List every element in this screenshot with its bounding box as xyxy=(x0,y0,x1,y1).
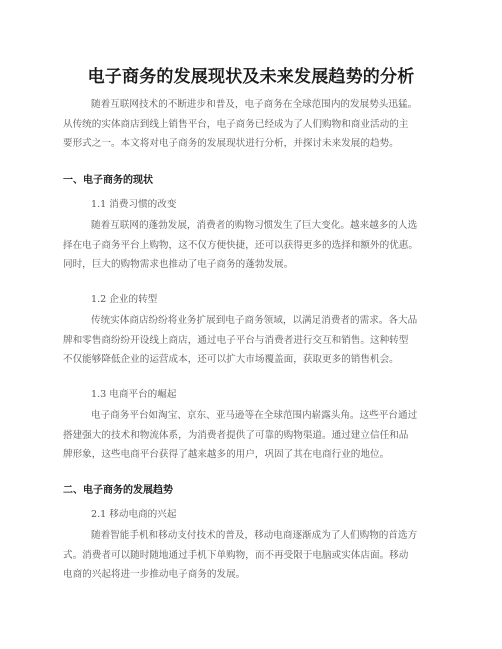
subsection-heading-1-3: 1.3 电商平台的崛起 xyxy=(91,389,177,400)
paragraph-line: 传统实体商店纷纷将业务扩展到电子商务领域，以满足消费者的需求。各大品 xyxy=(91,315,418,326)
paragraph-line: 随着互联网的蓬勃发展，消费者的购物习惯发生了巨大变化。越来越多的人选 xyxy=(91,220,418,231)
paragraph-line: 电商的兴起将进一步推动电子商务的发展。 xyxy=(63,569,246,580)
intro-paragraph xyxy=(63,95,443,154)
paragraph-line: 搭建强大的技术和物流体系，为消费者提供了可靠的购物渠道。通过建立信任和品 xyxy=(63,429,409,441)
paragraph-line: 不仅能够降低企业的运营成本，还可以扩大市场覆盖面，获取更多的销售机会。 xyxy=(63,354,399,365)
subsection-paragraph-1-2 xyxy=(63,311,443,370)
intro-line-1: 随着互联网技术的不断进步和普及，电子商务在全球范围内的发展势头迅猛。 xyxy=(91,99,418,110)
subsection-heading-1-2: 1.2 企业的转型 xyxy=(91,294,158,305)
paragraph-line: 择在电子商务平台上购物，这不仅方便快捷，还可以获得更多的选择和额外的优惠。 xyxy=(63,239,418,251)
paragraph-line: 电子商务平台如淘宝、京东、亚马逊等在全球范围内崭露头角。这些平台通过 xyxy=(91,410,418,421)
section-heading-2: 二、电子商务的发展趋势 xyxy=(63,485,173,496)
subsection-paragraph-1-1 xyxy=(63,216,443,275)
document-title: 电子商务的发展现状及未来发展趋势的分析 xyxy=(87,67,415,87)
paragraph-line: 同时，巨大的购物需求也推动了电子商务的蓬勃发展。 xyxy=(63,259,294,270)
section-heading-1: 一、电子商务的现状 xyxy=(63,175,153,186)
paragraph-line: 牌形象，这些电商平台获得了越来越多的用户，巩固了其在电商行业的地位。 xyxy=(63,449,390,460)
subsection-heading-2-1: 2.1 移动电商的兴起 xyxy=(91,509,177,520)
intro-line-3: 要形式之一。本文将对电子商务的发展现状进行分析，并探讨未来发展的趋势。 xyxy=(63,138,399,149)
paragraph-line: 牌和零售商纷纷开设线上商店，通过电子平台与消费者进行交互和销售。这种转型 xyxy=(63,334,409,346)
paragraph-line: 式。消费者可以随时随地通过手机下单购物，而不再受限于电脑或实体店面。移动 xyxy=(63,549,409,561)
subsection-heading-1-1: 1.1 消费习惯的改变 xyxy=(91,199,177,210)
intro-line-2: 从传统的实体商店到线上销售平台，电子商务已经成为了人们购物和商业活动的主 xyxy=(63,118,409,130)
paragraph-line: 随着智能手机和移动支付技术的普及，移动电商逐渐成为了人们购物的首选方 xyxy=(91,530,418,541)
subsection-paragraph-1-3 xyxy=(63,406,443,465)
subsection-paragraph-2-1 xyxy=(63,526,443,585)
